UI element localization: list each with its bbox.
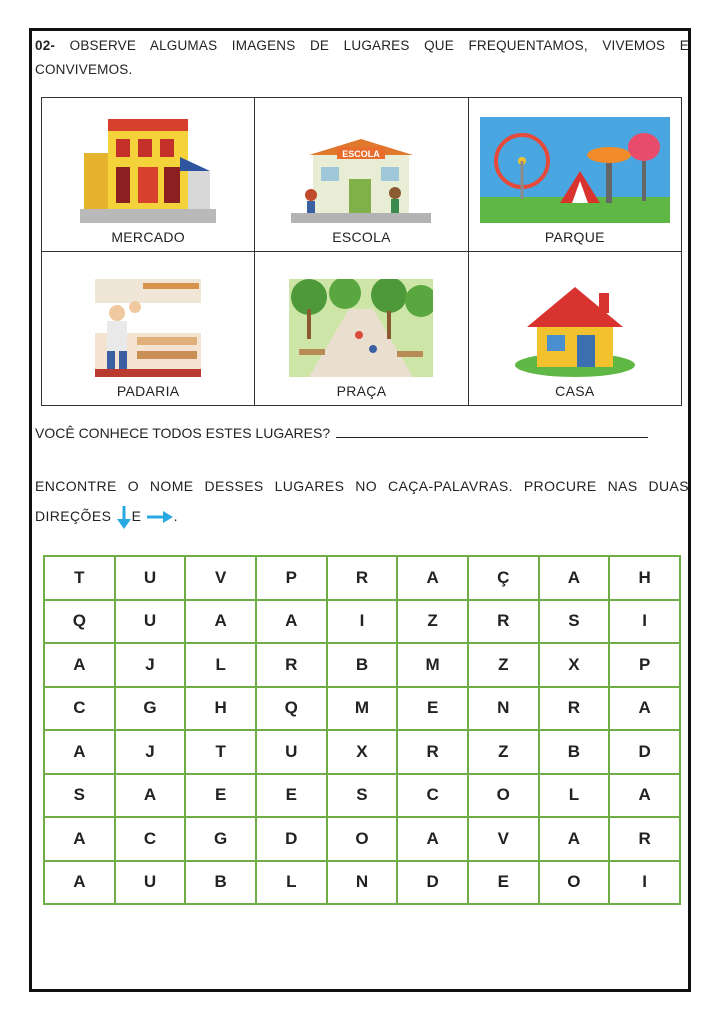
place-label-mercado: MERCADO — [111, 229, 185, 245]
place-label-escola: ESCOLA — [332, 229, 391, 245]
letter-cell[interactable]: B — [327, 643, 398, 687]
park-picture — [480, 117, 670, 223]
letter-cell[interactable]: P — [256, 556, 327, 600]
letter-cell[interactable]: N — [327, 861, 398, 905]
word-search-row — [44, 556, 680, 600]
word-search-row — [44, 730, 680, 774]
letter-cell[interactable]: T — [185, 730, 256, 774]
word-search-grid — [43, 555, 681, 905]
letter-cell[interactable]: Q — [256, 687, 327, 731]
word-search-row — [44, 643, 680, 687]
letter-cell[interactable]: Z — [397, 600, 468, 644]
letter-cell[interactable]: H — [185, 687, 256, 731]
letter-cell[interactable]: L — [539, 774, 610, 818]
places-table — [41, 97, 682, 406]
arrow-down-icon — [116, 504, 132, 530]
word-search-row — [44, 687, 680, 731]
letter-cell[interactable]: N — [468, 687, 539, 731]
letter-cell[interactable]: U — [115, 861, 186, 905]
letter-cell[interactable]: U — [115, 556, 186, 600]
word-search-row — [44, 774, 680, 818]
letter-cell[interactable]: Z — [468, 643, 539, 687]
question-number: 02- — [35, 38, 56, 53]
letter-cell[interactable]: A — [256, 600, 327, 644]
letter-cell[interactable]: D — [397, 861, 468, 905]
place-label-padaria: PADARIA — [116, 383, 180, 399]
letter-cell[interactable]: O — [327, 817, 398, 861]
letter-cell[interactable]: R — [539, 687, 610, 731]
place-cell-padaria — [42, 252, 255, 406]
letter-cell[interactable]: I — [609, 861, 680, 905]
letter-cell[interactable]: A — [44, 730, 115, 774]
letter-cell[interactable]: R — [256, 643, 327, 687]
letter-cell[interactable]: S — [327, 774, 398, 818]
place-cell-praca — [255, 252, 468, 406]
instructions-line-2 — [35, 501, 689, 531]
place-cell-casa — [468, 252, 681, 406]
question-header — [35, 34, 689, 82]
school-sign: ESCOLA — [342, 149, 381, 159]
letter-cell[interactable]: A — [609, 774, 680, 818]
letter-cell[interactable]: J — [115, 730, 186, 774]
letter-cell[interactable]: D — [609, 730, 680, 774]
letter-cell[interactable]: E — [256, 774, 327, 818]
letter-cell[interactable]: Ç — [468, 556, 539, 600]
letter-cell[interactable]: V — [468, 817, 539, 861]
answer-line[interactable] — [336, 425, 648, 438]
word-search-row — [44, 817, 680, 861]
letter-cell[interactable]: O — [539, 861, 610, 905]
place-cell-parque — [468, 98, 681, 252]
letter-cell[interactable]: C — [44, 687, 115, 731]
letter-cell[interactable]: R — [609, 817, 680, 861]
letter-cell[interactable]: C — [115, 817, 186, 861]
letter-cell[interactable]: E — [185, 774, 256, 818]
letter-cell[interactable]: A — [397, 556, 468, 600]
place-label-casa: CASA — [555, 383, 595, 399]
letter-cell[interactable]: B — [539, 730, 610, 774]
letter-cell[interactable]: V — [185, 556, 256, 600]
know-places-question — [35, 425, 648, 441]
letter-cell[interactable]: E — [468, 861, 539, 905]
place-cell-mercado — [42, 98, 255, 252]
letter-cell[interactable]: A — [115, 774, 186, 818]
letter-cell[interactable]: J — [115, 643, 186, 687]
letter-cell[interactable]: S — [44, 774, 115, 818]
letter-cell[interactable]: I — [609, 600, 680, 644]
house-picture — [513, 283, 637, 377]
connector-e: E — [131, 508, 142, 524]
letter-cell[interactable]: A — [44, 643, 115, 687]
letter-cell[interactable]: Z — [468, 730, 539, 774]
word-search-row — [44, 861, 680, 905]
letter-cell[interactable]: R — [327, 556, 398, 600]
letter-cell[interactable]: A — [44, 861, 115, 905]
letter-cell[interactable]: L — [185, 643, 256, 687]
arrow-right-icon — [146, 510, 174, 524]
letter-cell[interactable]: X — [327, 730, 398, 774]
word-search-row — [44, 600, 680, 644]
instructions-line-1: ENCONTRE O NOME DESSES LUGARES NO CAÇA-PALAVRAS. PROCURE NAS DUAS — [35, 478, 689, 494]
letter-cell[interactable]: I — [327, 600, 398, 644]
bakery-picture — [93, 277, 203, 377]
market-picture — [80, 113, 216, 223]
letter-cell[interactable]: E — [397, 687, 468, 731]
place-cell-escola — [255, 98, 468, 252]
letter-cell[interactable]: U — [115, 600, 186, 644]
place-label-praca: PRAÇA — [336, 383, 387, 399]
letter-cell[interactable]: A — [609, 687, 680, 731]
letter-cell[interactable]: G — [185, 817, 256, 861]
letter-cell[interactable]: A — [185, 600, 256, 644]
instructions — [35, 471, 689, 531]
letter-cell[interactable]: G — [115, 687, 186, 731]
letter-cell[interactable]: D — [256, 817, 327, 861]
letter-cell[interactable]: A — [539, 817, 610, 861]
letter-cell[interactable]: B — [185, 861, 256, 905]
square-picture — [289, 279, 433, 377]
sentence-end: . — [173, 508, 178, 524]
school-picture — [291, 137, 431, 223]
question-text: OBSERVE ALGUMAS IMAGENS DE LUGARES QUE FREQUENTAMOS, VIVEMOS E CONVIVEMOS. — [35, 38, 689, 77]
letter-cell[interactable]: T — [44, 556, 115, 600]
letter-cell[interactable]: M — [397, 643, 468, 687]
letter-cell[interactable]: R — [468, 600, 539, 644]
letter-cell[interactable]: O — [468, 774, 539, 818]
letter-cell[interactable]: X — [539, 643, 610, 687]
letter-cell[interactable]: P — [609, 643, 680, 687]
place-label-parque: PARQUE — [544, 229, 605, 245]
letter-cell[interactable]: S — [539, 600, 610, 644]
letter-cell[interactable]: A — [539, 556, 610, 600]
letter-cell[interactable]: C — [397, 774, 468, 818]
know-places-text: VOCÊ CONHECE TODOS ESTES LUGARES? — [35, 425, 331, 441]
letter-cell[interactable]: A — [44, 817, 115, 861]
directions-label: DIREÇÕES — [35, 508, 112, 524]
letter-cell[interactable]: R — [397, 730, 468, 774]
letter-cell[interactable]: Q — [44, 600, 115, 644]
letter-cell[interactable]: M — [327, 687, 398, 731]
letter-cell[interactable]: L — [256, 861, 327, 905]
letter-cell[interactable]: H — [609, 556, 680, 600]
letter-cell[interactable]: A — [397, 817, 468, 861]
letter-cell[interactable]: U — [256, 730, 327, 774]
